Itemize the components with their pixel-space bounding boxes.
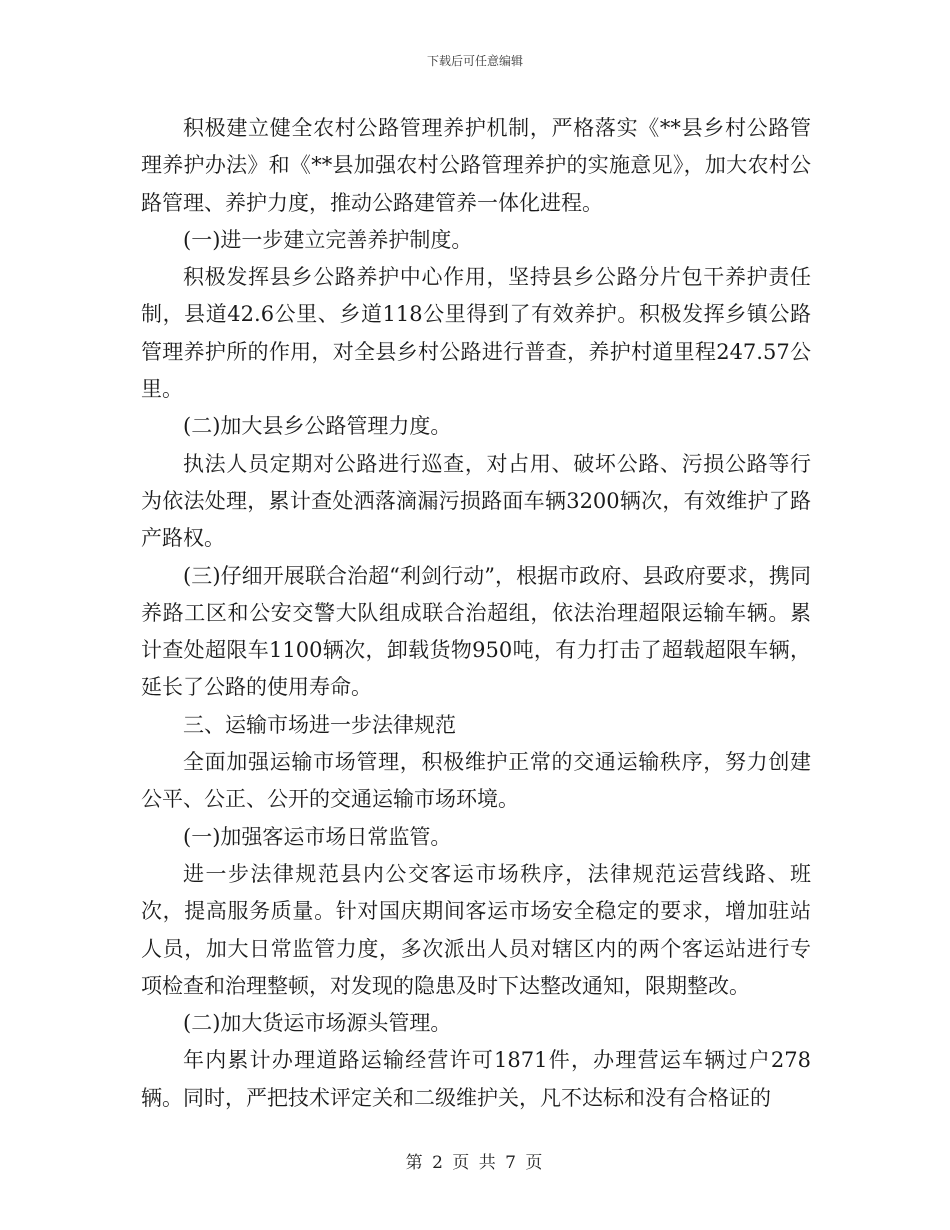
page-number: 第 2 页 共 7 页 — [405, 1153, 545, 1173]
paragraph-overload-control: (三)仔细开展联合治超“利剑行动”，根据市政府、县政府要求，携同养路工区和公安交警大队组成联合治超组，依法治理超限运输车辆。累计查处超限车1100辆次，卸载货物950吨，有力打击了超载超限车辆，延长了公路的使用寿命。 — [141, 563, 811, 700]
paragraph-passenger-supervision: 进一步法律规范县内公交客运市场秩序，法律规范运营线路、班次，提高服务质量。针对国庆期间客运市场安全稳定的要求，增加驻站人员，加大日常监管力度，多次派出人员对辖区内的两个客运站进行专项检查和治理整顿，对发现的隐患及时下达整改通知，限期整改。 — [141, 861, 811, 998]
page-header-note: 下载后可任意编辑 — [426, 54, 523, 68]
heading-road-management: (二)加大县乡公路管理力度。 — [183, 414, 452, 439]
paragraph-market-management: 全面加强运输市场管理，积极维护正常的交通运输秩序，努力创建公平、公正、公开的交通运输市场环境。 — [141, 750, 811, 812]
paragraph-law-enforcement: 执法人员定期对公路进行巡查，对占用、破坏公路、污损公路等行为依法处理，累计查处洒落滴漏污损路面车辆3200辆次，有效维护了路产路权。 — [141, 451, 811, 551]
heading-passenger-market: (一)加强客运市场日常监管。 — [183, 824, 452, 849]
paragraph-road-maintenance-mechanism: 积极建立健全农村公路管理养护机制，严格落实《**县乡村公路管理养护办法》和《**县加强农村公路管理养护的实施意见》，加大农村公路管理、养护力度，推动公路建管养一体化进程。 — [141, 116, 811, 215]
heading-freight-market: (二)加大货运市场源头管理。 — [183, 1011, 452, 1036]
heading-maintenance-system: (一)进一步建立完善养护制度。 — [183, 227, 473, 252]
paragraph-freight-licensing: 年内累计办理道路运输经营许可1871件，办理营运车辆过户278辆。同时，严把技术评定关和二级维护关，凡不达标和没有合格证的 — [141, 1048, 811, 1110]
paragraph-maintenance-center: 积极发挥县乡公路养护中心作用，坚持县乡公路分片包干养护责任制，县道42.6公里、乡道118公里得到了有效养护。积极发挥乡镇公路管理养护所的作用，对全县乡村公路进行普查，养护村道里程247.57公里。 — [141, 265, 811, 402]
document-body — [141, 110, 811, 1117]
heading-transport-market: 三、运输市场进一步法律规范 — [183, 712, 456, 737]
